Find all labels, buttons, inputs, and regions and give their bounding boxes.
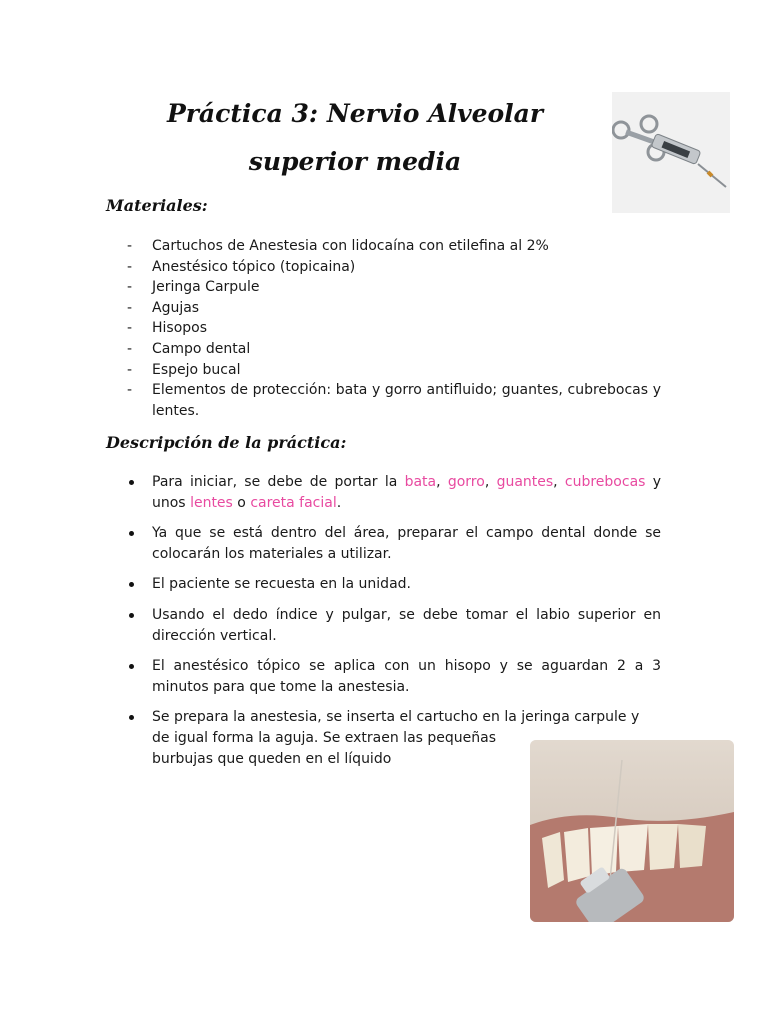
list-item: - Hisopos xyxy=(127,318,661,339)
description-list xyxy=(127,472,661,779)
list-item: Usando el dedo índice y pulgar, se debe tomar el labio superior en dirección vertical. xyxy=(127,605,661,646)
bullet-icon xyxy=(129,664,134,669)
highlight-text: gorro xyxy=(447,474,485,490)
dash-marker: - xyxy=(127,361,133,378)
dash-marker: - xyxy=(127,279,133,296)
list-item: - Cartuchos de Anestesia con lidocaína con etilefina al 2% xyxy=(127,236,661,257)
list-item: - Anestésico tópico (topicaina) xyxy=(127,257,661,278)
list-item: El paciente se recuesta en la unidad. xyxy=(127,574,661,595)
dash-marker: - xyxy=(127,340,133,357)
list-item: El anestésico tópico se aplica con un hisopo y se aguardan 2 a 3 minutos para que tome la anestesia. xyxy=(127,656,661,697)
list-item: - Elementos de protección: bata y gorro antifluido; guantes, cubrebocas y lentes. xyxy=(127,382,661,419)
materials-heading: Materiales: xyxy=(106,196,208,215)
highlight-text: careta facial xyxy=(250,494,337,511)
list-item: Ya que se está dentro del área, preparar el campo dental donde se colocarán los materiales a utilizar. xyxy=(127,523,661,564)
list-item: - Espejo bucal xyxy=(127,360,661,381)
list-item: - Jeringa Carpule xyxy=(127,277,661,298)
carpule-syringe-image xyxy=(612,92,730,213)
bullet-icon xyxy=(129,531,134,536)
bullet-icon xyxy=(129,715,134,720)
dental-injection-photo xyxy=(530,740,734,922)
highlight-text: lentes xyxy=(190,494,233,511)
materials-list xyxy=(127,236,661,421)
dash-marker: - xyxy=(127,320,133,337)
dash-marker: - xyxy=(127,258,133,275)
list-item: - Campo dental xyxy=(127,339,661,360)
dash-marker: - xyxy=(127,382,133,399)
page-title: Práctica 3: Nervio Alveolar superior media xyxy=(166,99,544,176)
highlight-text: cubrebocas xyxy=(564,474,646,490)
list-item: - Agujas xyxy=(127,298,661,319)
bullet-icon xyxy=(129,582,134,587)
highlight-text: bata xyxy=(404,474,437,490)
highlight-text: guantes xyxy=(496,474,554,490)
list-item: Se prepara la anestesia, se inserta el cartucho en la jeringa carpule y de igual forma la aguja. Se extraen las pequeñas burbujas que queden en el líquido xyxy=(127,707,661,769)
bullet-icon xyxy=(129,480,134,485)
dash-marker: - xyxy=(127,238,133,254)
list-item: Para iniciar, se debe de portar la bata, gorro, guantes, cubrebocas y unos lentes o careta facial. xyxy=(127,472,661,513)
description-heading: Descripción de la práctica: xyxy=(106,433,347,452)
dash-marker: - xyxy=(127,299,133,316)
bullet-icon xyxy=(129,613,134,618)
